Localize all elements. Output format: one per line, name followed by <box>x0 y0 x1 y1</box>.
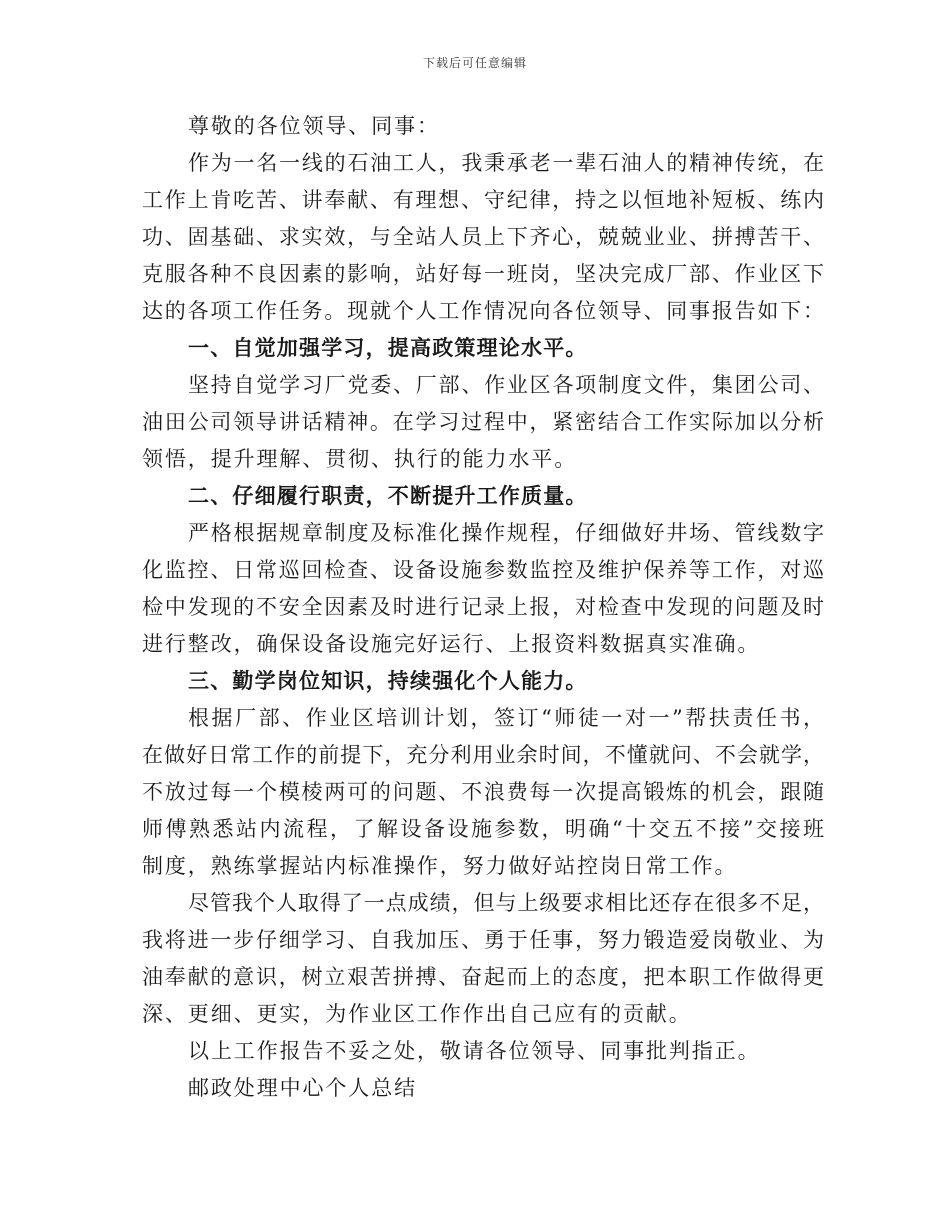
section1-line: 坚持自觉学习厂党委、厂部、作业区各项制度文件，集团公司、 <box>188 373 824 397</box>
section2-line: 严格根据规章制度及标准化操作规程，仔细做好井场、管线数字 <box>188 521 824 545</box>
conclusion-line: 深、更细、更实，为作业区工作作出自己应有的贡献。 <box>142 1002 692 1026</box>
section-heading-2: 二、仔细履行职责，不断提升工作质量。 <box>188 484 588 508</box>
conclusion-line: 尽管我个人取得了一点成绩，但与上级要求相比还存在很多不足， <box>188 891 824 915</box>
section2-line: 检中发现的不安全因素及时进行记录上报，对检查中发现的问题及时 <box>142 595 824 619</box>
intro-line: 达的各项工作任务。现就个人工作情况向各位领导、同事报告如下： <box>142 299 824 323</box>
section1-line: 油田公司领导讲话精神。在学习过程中，紧密结合工作实际加以分析 <box>142 410 824 434</box>
section3-line: 根据厂部、作业区培训计划，签订“师徒一对一”帮扶责任书， <box>188 706 824 730</box>
section3-line: 在做好日常工作的前提下，充分利用业余时间，不懂就问、不会就学， <box>142 743 824 767</box>
section-heading-3: 三、勤学岗位知识，持续强化个人能力。 <box>188 669 588 693</box>
intro-line: 工作上肯吃苦、讲奉献、有理想、守纪律，持之以恒地补短板、练内 <box>142 188 824 212</box>
document-body <box>142 108 824 1107</box>
page-header-note: 下载后可任意编辑 <box>422 56 527 70</box>
intro-line: 功、固基础、求实效，与全站人员上下齐心，兢兢业业、拼搏苦干、 <box>142 225 824 249</box>
section2-line: 进行整改，确保设备设施完好运行、上报资料数据真实准确。 <box>142 632 761 656</box>
closing-line: 以上工作报告不妥之处，敬请各位领导、同事批判指正。 <box>188 1039 761 1063</box>
intro-line: 克服各种不良因素的影响，站好每一班岗，坚决完成厂部、作业区下 <box>142 262 824 286</box>
next-document-title: 邮政处理中心个人总结 <box>188 1076 417 1100</box>
intro-line: 作为一名一线的石油工人，我秉承老一辈石油人的精神传统，在 <box>188 151 824 175</box>
section3-line: 不放过每一个模棱两可的问题、不浪费每一次提高锻炼的机会，跟随 <box>142 780 824 804</box>
conclusion-line: 我将进一步仔细学习、自我加压、勇于任事，努力锻造爱岗敬业、为 <box>142 928 824 952</box>
section3-line: 制度，熟练掌握站内标准操作，努力做好站控岗日常工作。 <box>142 854 738 878</box>
greeting: 尊敬的各位领导、同事： <box>188 114 440 138</box>
section1-line: 领悟，提升理解、贯彻、执行的能力水平。 <box>142 447 578 471</box>
section2-line: 化监控、日常巡回检查、设备设施参数监控及维护保养等工作，对巡 <box>142 558 824 582</box>
conclusion-line: 油奉献的意识，树立艰苦拼搏、奋起而上的态度，把本职工作做得更 <box>142 965 824 989</box>
section3-line: 师傅熟悉站内流程，了解设备设施参数，明确“十交五不接”交接班 <box>142 817 824 841</box>
section-heading-1: 一、自觉加强学习，提高政策理论水平。 <box>188 336 588 360</box>
